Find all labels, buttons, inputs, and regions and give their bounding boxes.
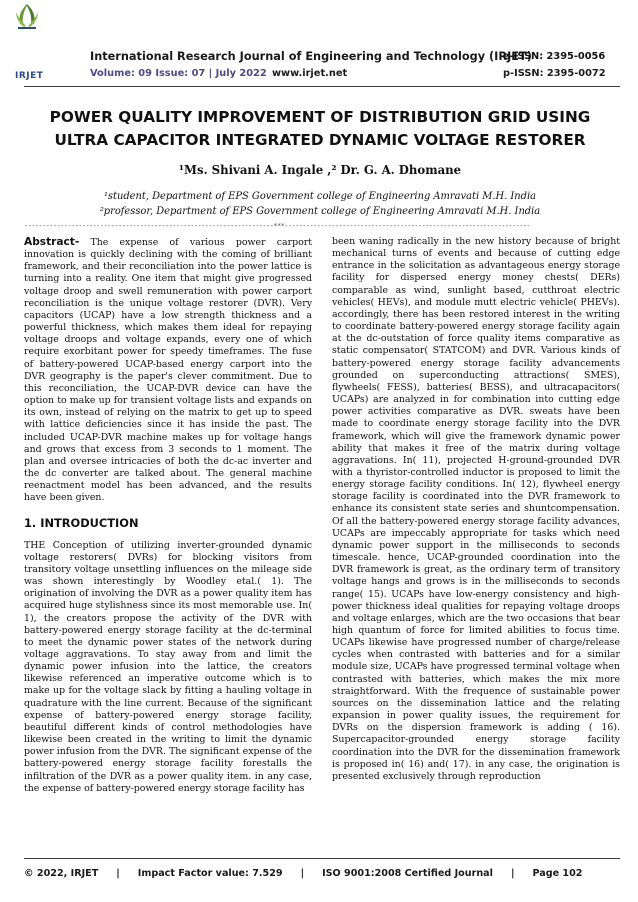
affiliation-2: ²professor, Department of EPS Government college of Engineering Amravati M.H. India — [99, 206, 541, 217]
abstract — [24, 236, 312, 504]
page-footer: © 2022, IRJET | Impact Factor value: 7.529 | ISO 9001:2008 Certified Journal | Page 102 — [24, 868, 583, 879]
abstract-text: The expense of various power carport innovation is quickly declining with the coming of brilliant framework, and their reconciliation into the power lattice is turning into a reality. One item that might give progressed voltage droop and swell remuneration with power carport reconciliation is the unique voltage restorer (DVR). Very capacitors (UCAP) have a low strength thickness and a powerful thickness, which makes them ideal for repaying voltage droops and voltage expands, every one of which require exorbitant power for speedy timeframes. The fuse of battery-powered UCAP-based energy carport into the DVR geography is the paper's clever commitment. Due to this reconciliation, the UCAP-DVR device can have the option to make up for transient voltage lists and expands on its own, instead of relying on the matrix to get up to speed with lattice deficiencies since it has inside the past. The included UCAP-DVR machine makes up for voltage hangs and grows that excess from 3 seconds to 1 moment. The plan and oversee intricacies of both the dc-ac inverter and the dc converter are talked about. The general machine reenactment model has been advanced, and the results have been given. — [24, 237, 312, 504]
introduction-right-text: been waning radically in the new history because of bright mechanical turns of events and because of cutting edge entrance in the solicitation as advantageous energy storage facility for dispersed energy money chests( DERs) comparable as wind, sunlight based, cutthroat electric vehicles( HEVs), and module mutt electric vehicle( PHEVs). accordingly, there has been restored interest in the writing to coordinate battery-powered energy storage facility again at the dc-outstation of force quality items comparative as static compensator( STATCOM) and DVR. Various kinds of battery-powered energy storage facility advancements grounded on superconducting attractions( SMES), flywheels( FESS), batteries( BESS), and ultracapacitors( UCAPs) are analyzed in for combination into cutting edge power activities comparative as DVR. sweats have been made to coordinate energy storage facility into the DVR framework, which will give the framework dynamic power ability that makes it free of the matrix during voltage aggravations. In( 11), projected H-ground-grounded DVR with a thyristor-controlled inductor is proposed to limit the energy storage facility conditions. In( 12), flywheel energy storage facility is coordinated into the DVR framework to enhance its consistent state series and shuntcompensation. Of all the battery-powered energy storage facility advances, UCAPs are impeccably appropriate for tasks which need dynamic power support in the milliseconds to seconds timescale. hence, UCAP-grounded coordination into the DVR framework is great, as the ordinary term of transitory voltage hangs and grows is in the milliseconds to seconds range( 15). UCAPs have low-energy consistency and high-power thickness ideal qualities for repaying voltage droops and voltage enlarges, which are the two occasions that bear high quantum of force for limited abilities to focus time. UCAPs likewise have progressed number of charge/release cycles when contrasted with batteries and for a similar module size, UCAPs have progressed terminal voltage when contrasted with batteries, which makes the mix more straightforward. With the frequence of sustainable power sources on the dissemination lattice and the relating expansion in power quality issues, the requirement for DVRs on the dispersion framework is adding ( 16). Supercapacitor-grounded energy storage facility coordination into the DVR for the dissemination framework is proposed in( 16) and( 17). in any case, the origination is presented exclusively through reproduction — [332, 236, 620, 782]
journal-website: www.irjet.net — [272, 68, 348, 79]
introduction-left-text: THE Conception of utilizing inverter-grounded dynamic voltage restorers( DVRs) for blocking visitors from transitory voltage unsettling influences on the mileage side was shown interestingly by Woodley etal.( 1). The origination of involving the DVR as a power quality item has acquired huge stylishness since its most memorable use. In( 1), the creators propose the activity of the DVR with battery-powered energy storage facility at the dc-terminal to meet the dynamic power states of the network during voltage aggravations. To stay away from and limit the dynamic power infusion into the lattice, the creators likewise referenced an imperative outcome which is to make up for the voltage slack by fitting a hauling voltage in quadrature with the line current. Because of the significant expense of battery-powered energy storage facility, beautiful different kinds of control methodologies have likewise been created in the writing to limit the dynamic power infusion from the DVR. The significant expense of the battery-powered energy storage facility forestalls the infiltration of the DVR as a power quality item. in any case, the expense of battery-powered energy storage facility has — [24, 539, 312, 794]
journal-name: International Research Journal of Engineering and Technology (IRJET) — [90, 50, 532, 63]
separator-line: ---------------------------------------------------------------------***-------------------------------------------------------------------- — [24, 222, 531, 230]
footer-iso: ISO 9001:2008 Certified Journal — [322, 868, 493, 879]
left-column — [24, 236, 312, 795]
footer-impact-factor: Impact Factor value: 7.529 — [137, 868, 283, 879]
header-rule — [24, 86, 620, 87]
paper-authors: ¹Ms. Shivani A. Ingale ,² Dr. G. A. Dhomane — [178, 163, 462, 177]
footer-page-number: Page 102 — [532, 868, 583, 879]
right-column — [332, 236, 620, 783]
logo-text: IRJET — [15, 71, 44, 81]
introduction-heading: 1. INTRODUCTION — [24, 516, 139, 531]
affiliation-1: ¹student, Department of EPS Government college of Engineering Amravati M.H. India — [103, 191, 537, 202]
pissn: p-ISSN: 2395-0072 — [503, 68, 606, 79]
volume-issue: Volume: 09 Issue: 07 | July 2022 — [90, 68, 267, 79]
paper-title: POWER QUALITY IMPROVEMENT OF DISTRIBUTION GRID USING ULTRA CAPACITOR INTEGRATED DYNAMIC VOLTAGE RESTORER — [49, 108, 591, 149]
footer-rule — [24, 858, 620, 859]
irjet-logo-icon — [12, 2, 42, 30]
journal-logo — [12, 2, 42, 40]
eissn: e-ISSN: 2395-0056 — [503, 51, 606, 62]
abstract-label: Abstract- — [24, 236, 80, 248]
footer-copyright: © 2022, IRJET — [24, 868, 99, 879]
